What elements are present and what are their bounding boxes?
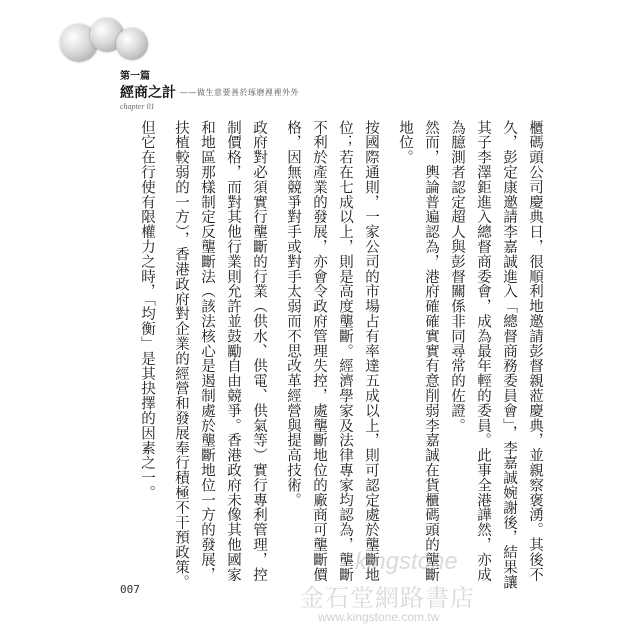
title-line <box>120 82 299 102</box>
watermark-brand: kingstone <box>355 548 458 575</box>
chapter-header <box>120 71 299 111</box>
paragraph: 然而，輿論普遍認為，港府確確實實有意削弱李嘉誠在貨櫃碼頭的壟斷地位。 <box>397 120 439 582</box>
paragraph: 政府對必須實行壟斷的行業（供水、供電、供氣等）實行專利管理，控制價格，而對其他行業則允許並鼓勵自由競爭。香港政府未像其他國家和地區那樣制定反壟斷法（該法核心是遏制處於壟斷地位一方的發展，扶植較弱的一方），香港政府對企業的經營和發展奉行積極不干預政策。 <box>173 120 267 590</box>
page-number: 007 <box>120 583 140 596</box>
vertical-body-text <box>126 120 548 590</box>
chapter-subtitle: ——做生意要善於琢磨裡裡外外 <box>180 87 299 97</box>
paragraph: 但它在行使有限權力之時，「均衡」是其抉擇的因素之一。 <box>139 120 155 501</box>
coins-illustration <box>60 18 170 68</box>
chapter-title: 經商之計 <box>120 85 176 101</box>
paragraph: 按國際通則，一家公司的市場占有率達五成以上，則可認定處於壟斷地位；若在七成以上，則是高度壟斷。經濟學家及法律專家均認為，壟斷不利於產業的發展，亦會令政府管理失控，處壟斷地位的廠商可壟斷價格，因無競爭對手或對手太弱而不思改革經營與提高技術。 <box>285 120 379 582</box>
watermark-url: www.kingstone.com.tw <box>318 610 440 624</box>
coin-icon <box>116 28 148 60</box>
watermark-brand-cn: 金石堂網路書店 <box>300 584 475 612</box>
chapter-number-en: chapter 01 <box>120 102 155 111</box>
chapter-label: 第一篇 <box>120 71 150 82</box>
paragraph: 櫃碼頭公司慶典日，很順利地邀請彭督親蒞慶典，並親察褒湧。其後不久，彭定康邀請李嘉誠進入「總督商務委員會」，李嘉誠婉謝後，結果讓其子李澤鉅進入總督商委會，成為最年輕的委員。此事全港譁然，亦成為臆測者認定超人與彭督關係非同尋常的佐證。 <box>449 120 543 590</box>
